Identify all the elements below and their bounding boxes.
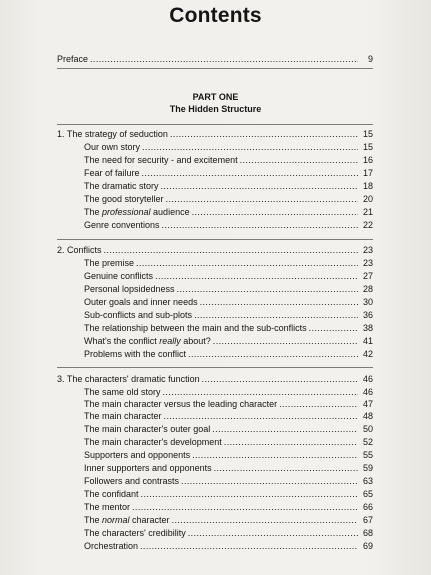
dot-leader — [172, 514, 358, 526]
toc-label: Problems with the conflict — [84, 349, 187, 359]
toc-entry[interactable] — [84, 527, 373, 539]
toc-label: The mentor — [84, 502, 131, 512]
toc-label — [84, 206, 190, 218]
toc-page-number: 47 — [362, 399, 373, 409]
toc-entry[interactable] — [84, 296, 373, 308]
toc-label-part: about? — [180, 336, 211, 346]
toc-label — [84, 514, 170, 526]
dot-leader — [142, 141, 358, 153]
toc-label: The main character versus the leading character — [84, 399, 278, 409]
toc-page-number: 15 — [362, 129, 373, 139]
toc-label: Supporters and opponents — [84, 450, 191, 460]
divider — [57, 239, 373, 240]
toc-label-part: character — [129, 515, 170, 525]
toc-page-number: 48 — [362, 411, 373, 421]
toc-page-number: 28 — [362, 284, 373, 294]
toc-entry[interactable] — [84, 193, 373, 205]
toc-page-number: 50 — [362, 424, 373, 434]
dot-leader — [162, 219, 358, 231]
toc-label: Sub-conflicts and sub-plots — [84, 310, 193, 320]
toc-label: The same old story — [84, 387, 161, 397]
toc-label: 3. The characters' dramatic function — [57, 374, 200, 384]
toc-page-number: 67 — [362, 515, 373, 525]
toc-page-number: 23 — [362, 245, 373, 255]
dot-leader — [141, 488, 358, 500]
dot-leader — [194, 309, 358, 321]
dot-leader — [202, 373, 358, 385]
toc-page-number: 68 — [362, 528, 373, 538]
toc-page-number: 38 — [362, 323, 373, 333]
toc-entry[interactable] — [84, 423, 373, 435]
toc-entry[interactable] — [84, 449, 373, 461]
toc-entry[interactable] — [84, 180, 373, 192]
toc-chapter[interactable] — [57, 373, 373, 385]
toc-entry[interactable] — [84, 398, 373, 410]
dot-leader — [240, 154, 358, 166]
dot-leader — [140, 540, 358, 552]
dot-leader — [104, 244, 358, 256]
dot-leader — [132, 501, 358, 513]
dot-leader — [181, 475, 358, 487]
dot-leader — [163, 386, 358, 398]
dot-leader — [188, 348, 358, 360]
toc-entry[interactable] — [84, 501, 373, 513]
toc-page-number: 17 — [362, 168, 373, 178]
toc-label: The main character's outer goal — [84, 424, 211, 434]
toc-label: The good storyteller — [84, 194, 164, 204]
toc-page-number: 20 — [362, 194, 373, 204]
toc-entry[interactable] — [84, 283, 373, 295]
toc-label-part: The — [84, 515, 103, 525]
toc-entry[interactable] — [84, 322, 373, 334]
toc-label: The need for security - and excitement — [84, 155, 238, 165]
part-subtitle: The Hidden Structure — [169, 104, 262, 114]
toc-entry[interactable] — [84, 257, 373, 269]
toc-entry[interactable] — [84, 475, 373, 487]
toc-page-number: 55 — [362, 450, 373, 460]
dot-leader — [309, 322, 358, 334]
toc-label: Orchestration — [84, 541, 139, 551]
toc-label: The main character — [84, 411, 162, 421]
dot-leader — [200, 296, 358, 308]
page-title: Contents — [169, 4, 262, 27]
toc-entry[interactable] — [84, 335, 373, 347]
divider — [57, 68, 373, 69]
part-heading: PART ONE — [192, 92, 239, 102]
dot-leader — [161, 180, 358, 192]
toc-chapter[interactable] — [57, 244, 373, 256]
toc-label: Personal lopsidedness — [84, 284, 175, 294]
toc-page-number: 52 — [362, 437, 373, 447]
toc-label: Preface — [57, 54, 89, 64]
toc-entry[interactable] — [84, 270, 373, 282]
dot-leader — [155, 270, 358, 282]
toc-label — [84, 335, 211, 347]
toc-page-number: 9 — [367, 54, 373, 64]
dot-leader — [192, 449, 358, 461]
dot-leader — [212, 423, 358, 435]
toc-page-number: 23 — [362, 258, 373, 268]
dot-leader — [166, 193, 358, 205]
toc-entry[interactable] — [84, 141, 373, 153]
toc-entry[interactable] — [84, 348, 373, 360]
toc-label: Genre conventions — [84, 220, 160, 230]
dot-leader — [192, 206, 358, 218]
toc-entry[interactable] — [84, 206, 373, 218]
toc-entry[interactable] — [84, 309, 373, 321]
toc-page-number: 42 — [362, 349, 373, 359]
toc-page-number: 22 — [362, 220, 373, 230]
toc-entry[interactable] — [84, 410, 373, 422]
toc-label-emphasis: really — [159, 336, 181, 346]
toc-entry[interactable] — [84, 488, 373, 500]
toc-page-number: 65 — [362, 489, 373, 499]
toc-label-emphasis: normal — [102, 515, 130, 525]
toc-page-number: 15 — [362, 142, 373, 152]
toc-label: 1. The strategy of seduction — [57, 129, 168, 139]
toc-label: Followers and contrasts — [84, 476, 180, 486]
toc-label-part: What's the conflict — [84, 336, 160, 346]
toc-page-number: 41 — [362, 336, 373, 346]
toc-label-part: The — [84, 207, 103, 217]
dot-leader — [224, 436, 358, 448]
dot-leader — [214, 462, 358, 474]
toc-page-number: 30 — [362, 297, 373, 307]
toc-label: The dramatic story — [84, 181, 159, 191]
toc-entry[interactable] — [84, 540, 373, 552]
toc-label: The confidant — [84, 489, 139, 499]
toc-page-number: 59 — [362, 463, 373, 473]
toc-label: Outer goals and inner needs — [84, 297, 198, 307]
toc-chapter[interactable] — [57, 128, 373, 140]
dot-leader — [136, 257, 358, 269]
toc-page-number: 18 — [362, 181, 373, 191]
toc-page-number: 63 — [362, 476, 373, 486]
toc-entry[interactable] — [84, 462, 373, 474]
dot-leader — [177, 283, 358, 295]
toc-page-number: 27 — [362, 271, 373, 281]
divider — [57, 367, 373, 368]
toc-label: Fear of failure — [84, 168, 140, 178]
toc-label: The main character's development — [84, 437, 222, 447]
dot-leader — [90, 53, 358, 65]
toc-page-number: 66 — [362, 502, 373, 512]
dot-leader — [188, 527, 358, 539]
toc-entry[interactable] — [84, 514, 373, 526]
toc-label-part: audience — [150, 207, 190, 217]
toc-label: Our own story — [84, 142, 141, 152]
dot-leader — [213, 335, 358, 347]
toc-label-emphasis: professional — [102, 207, 151, 217]
toc-page-number: 21 — [362, 207, 373, 217]
toc-page-number: 46 — [362, 387, 373, 397]
toc-preface[interactable] — [57, 53, 373, 65]
toc-label: Inner supporters and opponents — [84, 463, 212, 473]
toc-page-number: 16 — [362, 155, 373, 165]
toc-entry[interactable] — [84, 436, 373, 448]
toc-label: Genuine conflicts — [84, 271, 154, 281]
toc-entry[interactable] — [84, 219, 373, 231]
toc-entry[interactable] — [84, 386, 373, 398]
toc-page-number: 36 — [362, 310, 373, 320]
dot-leader — [170, 128, 358, 140]
divider — [57, 124, 373, 125]
toc-page-number: 69 — [362, 541, 373, 551]
dot-leader — [279, 398, 358, 410]
toc-entry[interactable] — [84, 154, 373, 166]
toc-page-number: 46 — [362, 374, 373, 384]
toc-label: The relationship between the main and the sub-conflicts — [84, 323, 307, 333]
toc-label: 2. Conflicts — [57, 245, 102, 255]
toc-label: The premise — [84, 258, 135, 268]
dot-leader — [142, 167, 358, 179]
toc-entry[interactable] — [84, 167, 373, 179]
toc-label: The characters' credibility — [84, 528, 186, 538]
dot-leader — [164, 410, 358, 422]
